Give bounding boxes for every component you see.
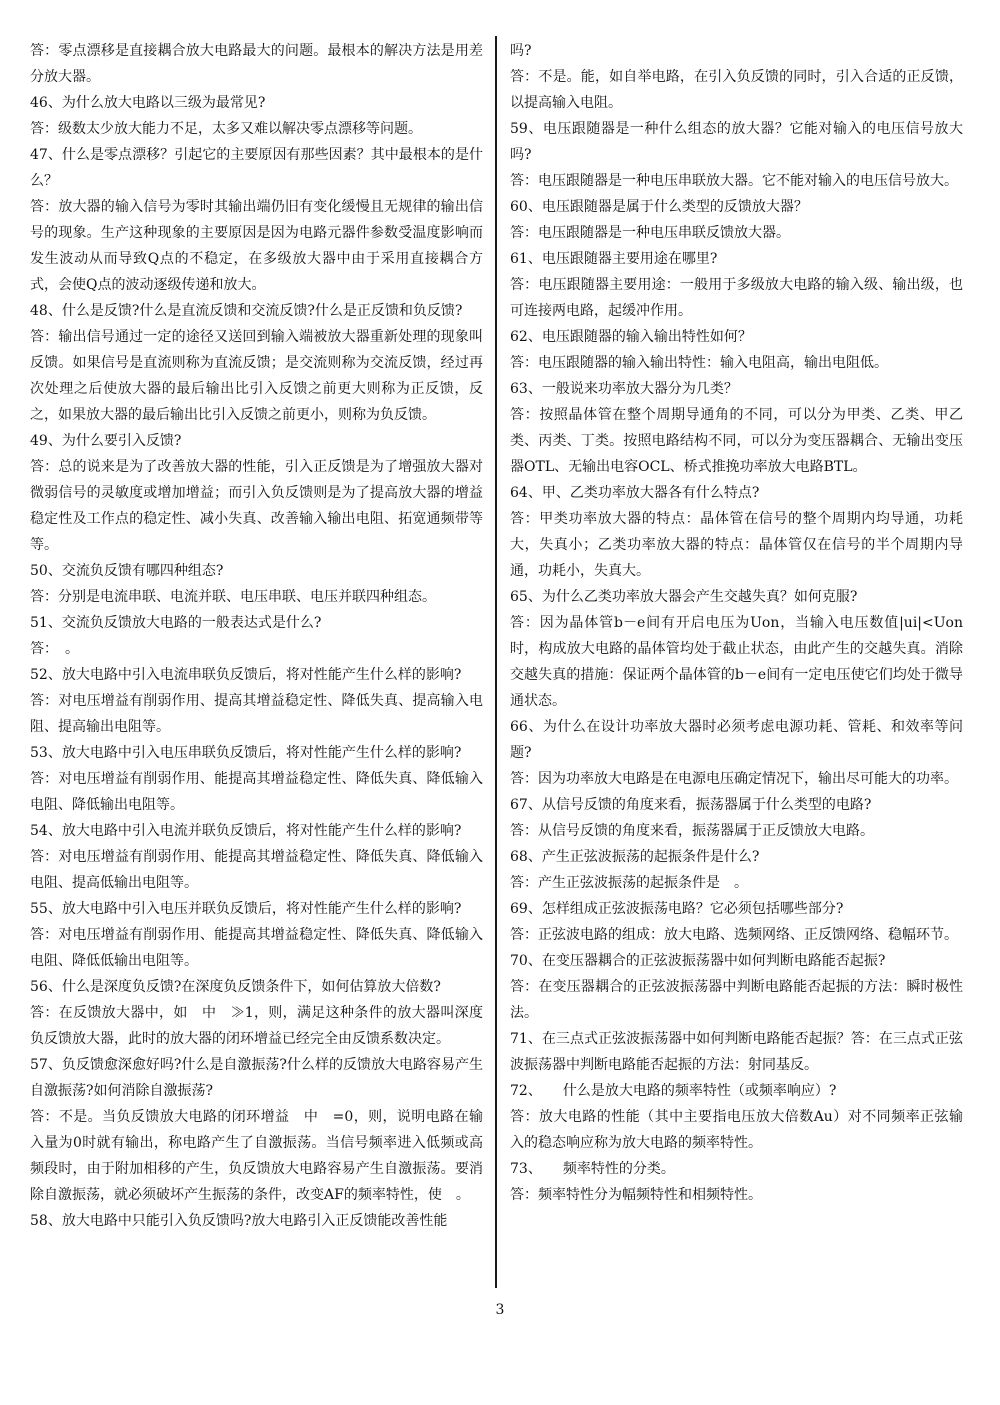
paragraph: 57、负反馈愈深愈好吗?什么是自激振荡?什么样的反馈放大电路容易产生自激振荡?如何消除自激振荡?	[30, 1057, 483, 1099]
paragraph: 答：零点漂移是直接耦合放大电路最大的问题。最根本的解决方法是用差分放大器。	[30, 43, 483, 85]
paragraph: 答：甲类功率放大器的特点：晶体管在信号的整个周期内均导通，功耗大，失真小；乙类功率放大器的特点：晶体管仅在信号的半个周期内导通，功耗小，失真大。	[510, 511, 963, 579]
right-column	[510, 38, 963, 1208]
page-number: 3	[495, 1302, 505, 1318]
paragraph: 51、交流负反馈放大电路的一般表达式是什么?	[30, 615, 322, 631]
paragraph: 71、在三点式正弦波振荡器中如何判断电路能否起振？答：在三点式正弦波振荡器中判断电路能否起振的方法：射同基反。	[510, 1031, 963, 1073]
paragraph: 69、怎样组成正弦波振荡电路？它必须包括哪些部分?	[510, 901, 844, 917]
paragraph: 答：按照晶体管在整个周期导通角的不同，可以分为甲类、乙类、甲乙类、丙类、丁类。按照电路结构不同，可以分为变压器耦合、无输出变压器OTL、无输出电容OCL、桥式推挽功率放大电路BTL。	[510, 407, 963, 475]
paragraph: 答：不是。当负反馈放大电路的闭环增益 中 =0，则，说明电路在输入量为0时就有输出，称电路产生了自激振荡。当信号频率进入低频或高频段时，由于附加相移的产生，负反馈放大电路容易产生自激振荡。要消除自激振荡，就必须破坏产生振荡的条件，改变AF的频率特性，使 。	[30, 1109, 483, 1203]
paragraph: 答：级数太少放大能力不足，太多又难以解决零点漂移等问题。	[30, 121, 422, 137]
paragraph: 59、电压跟随器是一种什么组态的放大器？它能对输入的电压信号放大吗?	[510, 121, 963, 163]
paragraph: 68、产生正弦波振荡的起振条件是什么?	[510, 849, 760, 865]
paragraph: 56、什么是深度负反馈?在深度负反馈条件下，如何估算放大倍数?	[30, 979, 441, 995]
paragraph: 50、交流负反馈有哪四种组态?	[30, 563, 224, 579]
paragraph: 答：正弦波电路的组成：放大电路、选频网络、正反馈网络、稳幅环节。	[510, 927, 958, 943]
paragraph: 73、 频率特性的分类。	[510, 1161, 675, 1177]
paragraph: 64、甲、乙类功率放大器各有什么特点?	[510, 485, 760, 501]
paragraph: 答：从信号反馈的角度来看，振荡器属于正反馈放大电路。	[510, 823, 874, 839]
paragraph: 答：在反馈放大器中，如 中 ≫1，则，满足这种条件的放大器叫深度负反馈放大器，此时的放大器的闭环增益已经完全由反馈系数决定。	[30, 1005, 483, 1047]
paragraph: 54、放大电路中引入电流并联负反馈后，将对性能产生什么样的影响?	[30, 823, 462, 839]
paragraph: 53、放大电路中引入电压串联负反馈后，将对性能产生什么样的影响?	[30, 745, 462, 761]
paragraph: 吗?	[510, 43, 532, 59]
paragraph: 67、从信号反馈的角度来看，振荡器属于什么类型的电路?	[510, 797, 872, 813]
paragraph: 答：因为晶体管b－e间有开启电压为Uon，当输入电压数值|ui|<Uon时，构成放大电路的晶体管均处于截止状态，由此产生的交越失真。消除交越失真的措施：保证两个晶体管的b－e间有一定电压使它们均处于微导通状态。	[510, 615, 963, 709]
paragraph: 答： 。	[30, 641, 79, 657]
paragraph: 答：不是。能，如自举电路，在引入负反馈的同时，引入合适的正反馈，以提高输入电阻。	[510, 69, 963, 111]
paragraph: 58、放大电路中只能引入负反馈吗?放大电路引入正反馈能改善性能	[30, 1213, 448, 1229]
paragraph: 答：放大器的输入信号为零时其输出端仍旧有变化缓慢且无规律的输出信号的现象。生产这种现象的主要原因是因为电路元器件参数受温度影响而发生波动从而导致Q点的不稳定，在多级放大器中由于采用直接耦合方式，会使Q点的波动逐级传递和放大。	[30, 199, 483, 293]
paragraph: 49、为什么要引入反馈?	[30, 433, 182, 449]
paragraph: 52、放大电路中引入电流串联负反馈后，将对性能产生什么样的影响?	[30, 667, 462, 683]
paragraph: 答：电压跟随器是一种电压串联反馈放大器。	[510, 225, 790, 241]
paragraph: 答：对电压增益有削弱作用、能提高其增益稳定性、降低失真、降低输入电阻、降低输出电阻等。	[30, 771, 483, 813]
paragraph: 答：对电压增益有削弱作用、能提高其增益稳定性、降低失真、降低输入电阻、降低低输出电阻等。	[30, 927, 483, 969]
paragraph: 答：分别是电流串联、电流并联、电压串联、电压并联四种组态。	[30, 589, 436, 605]
paragraph: 答：频率特性分为幅频特性和相频特性。	[510, 1187, 762, 1203]
column-divider	[495, 36, 497, 1288]
paragraph: 答：放大电路的性能（其中主要指电压放大倍数Au）对不同频率正弦输入的稳态响应称为放大电路的频率特性。	[510, 1109, 963, 1151]
paragraph: 答：产生正弦波振荡的起振条件是 。	[510, 875, 748, 891]
paragraph: 70、在变压器耦合的正弦波振荡器中如何判断电路能否起振?	[510, 953, 886, 969]
paragraph: 72、 什么是放大电路的频率特性（或频率响应）?	[510, 1083, 837, 1099]
paragraph: 66、为什么在设计功率放大器时必须考虑电源功耗、管耗、和效率等问题?	[510, 719, 963, 761]
paragraph: 60、电压跟随器是属于什么类型的反馈放大器？	[510, 199, 808, 215]
paragraph: 答：输出信号通过一定的途径又送回到输入端被放大器重新处理的现象叫反馈。如果信号是直流则称为直流反馈；是交流则称为交流反馈，经过再次处理之后使放大器的最后输出比引入反馈之前更大则称为正反馈，反之，如果放大器的最后输出比引入反馈之前更小，则称为负反馈。	[30, 329, 483, 423]
paragraph: 答：在变压器耦合的正弦波振荡器中判断电路能否起振的方法：瞬时极性法。	[510, 979, 963, 1021]
paragraph: 答：电压跟随器的输入输出特性：输入电阻高，输出电阻低。	[510, 355, 888, 371]
paragraph: 47、什么是零点漂移？引起它的主要原因有那些因素？其中最根本的是什么？	[30, 147, 483, 189]
paragraph: 答：对电压增益有削弱作用、能提高其增益稳定性、降低失真、降低输入电阻、提高低输出电阻等。	[30, 849, 483, 891]
paragraph: 48、什么是反馈?什么是直流反馈和交流反馈?什么是正反馈和负反馈?	[30, 303, 463, 319]
paragraph: 55、放大电路中引入电压并联负反馈后，将对性能产生什么样的影响?	[30, 901, 462, 917]
paragraph: 62、电压跟随器的输入输出特性如何？	[510, 329, 752, 345]
paragraph: 答：电压跟随器是一种电压串联放大器。它不能对输入的电压信号放大。	[510, 173, 958, 189]
paragraph: 答：因为功率放大电路是在电源电压确定情况下，输出尽可能大的功率。	[510, 771, 958, 787]
paragraph: 65、为什么乙类功率放大器会产生交越失真？如何克服?	[510, 589, 858, 605]
paragraph: 46、为什么放大电路以三级为最常见?	[30, 95, 266, 111]
left-column	[30, 38, 483, 1234]
paragraph: 61、电压跟随器主要用途在哪里?	[510, 251, 718, 267]
paragraph: 答：电压跟随器主要用途：一般用于多级放大电路的输入级、输出级，也可连接两电路，起缓冲作用。	[510, 277, 963, 319]
paragraph: 63、一般说来功率放大器分为几类？	[510, 381, 738, 397]
paragraph: 答：总的说来是为了改善放大器的性能，引入正反馈是为了增强放大器对微弱信号的灵敏度或增加增益；而引入负反馈则是为了提高放大器的增益稳定性及工作点的稳定性、减小失真、改善输入输出电阻、拓宽通频带等等。	[30, 459, 483, 553]
paragraph: 答：对电压增益有削弱作用、提高其增益稳定性、降低失真、提高输入电阻、提高输出电阻等。	[30, 693, 483, 735]
